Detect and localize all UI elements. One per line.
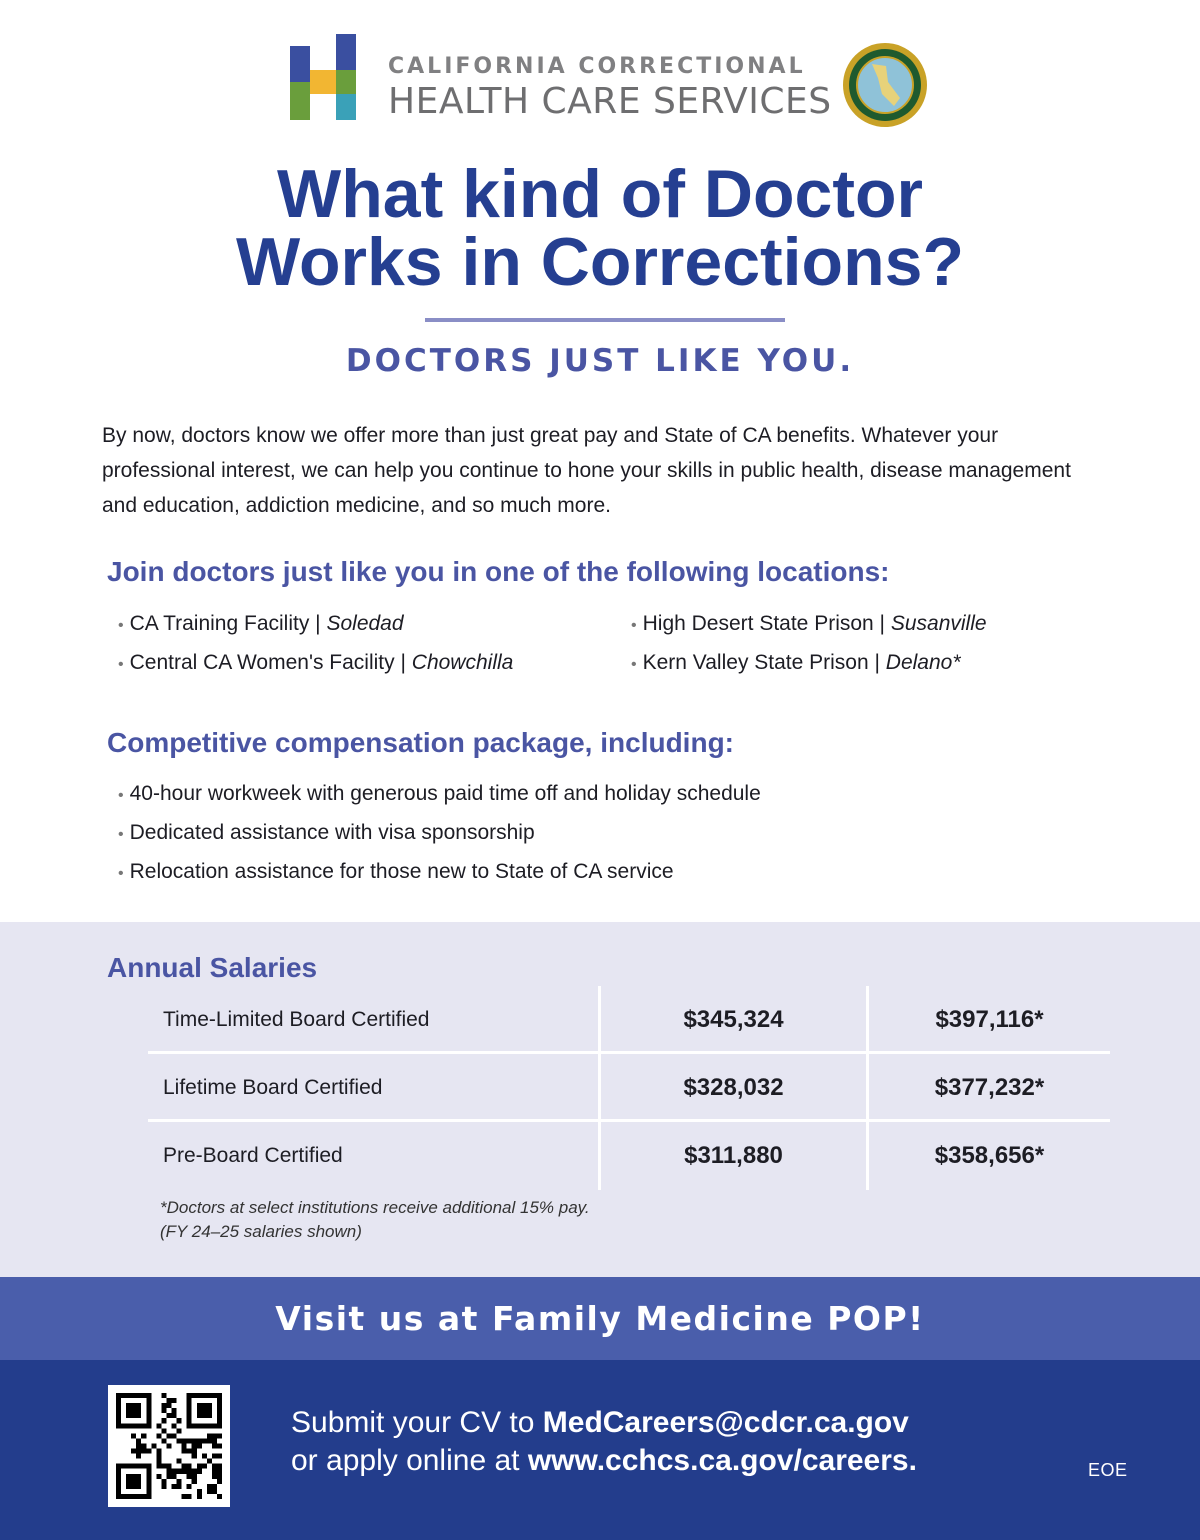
table-row	[148, 1054, 1110, 1122]
org-name	[388, 54, 832, 122]
salary-label: Time-Limited Board Certified	[163, 1008, 430, 1031]
locations-title: Join doctors just like you in one of the following locations:	[107, 556, 890, 587]
bullet-icon: •	[118, 617, 124, 634]
salary-base: $311,880	[598, 1122, 866, 1190]
salary-section	[0, 922, 1200, 1277]
footer	[0, 1360, 1200, 1540]
bullet-icon: •	[118, 865, 124, 882]
salary-base: $345,324	[598, 986, 866, 1054]
bullet-icon: •	[631, 656, 637, 673]
salary-footnote: *Doctors at select institutions receive additional 15% pay. (FY 24–25 salaries shown)	[160, 1198, 590, 1241]
benefit-item: • 40-hour workweek with generous paid time off and holiday schedule	[118, 782, 761, 805]
eoe-label: EOE	[1088, 1460, 1128, 1480]
careers-link[interactable]: www.cchcs.ca.gov/careers.	[527, 1444, 917, 1477]
headline-line1: What kind of Doctor	[277, 156, 923, 232]
subheadline: DOCTORS JUST LIKE YOU.	[345, 343, 855, 379]
table-row	[148, 986, 1110, 1054]
location-item: • High Desert State Prison | Susanville	[631, 612, 987, 635]
compensation-title: Competitive compensation package, including:	[107, 727, 734, 758]
bullet-icon: •	[118, 787, 124, 804]
salary-plus: $377,232*	[866, 1054, 1110, 1122]
bullet-icon: •	[631, 617, 637, 634]
header	[0, 32, 1200, 132]
salary-base: $328,032	[598, 1054, 866, 1122]
table-row	[148, 1122, 1110, 1190]
benefit-item: • Relocation assistance for those new to State of CA service	[118, 860, 674, 883]
salary-plus: $358,656*	[866, 1122, 1110, 1190]
salary-table	[148, 986, 1110, 1190]
visit-banner: Visit us at Family Medicine POP!	[0, 1277, 1200, 1360]
salary-label: Lifetime Board Certified	[163, 1076, 383, 1099]
locations-list	[118, 606, 1078, 696]
call-to-action	[291, 1404, 917, 1480]
cta-line1: Submit your CV to MedCareers@cdcr.ca.gov	[291, 1406, 909, 1439]
org-name-line1: CALIFORNIA CORRECTIONAL	[388, 54, 806, 79]
location-item: • CA Training Facility | Soledad	[118, 612, 404, 635]
intro-paragraph: By now, doctors know we offer more than just great pay and State of CA benefits. Whatever your professional interest, we can help you continue to hone your skills in public health, disease management and education, addiction medicine, and so much more.	[102, 424, 1071, 517]
headline-line2: Works in Corrections?	[236, 224, 964, 300]
email-link[interactable]: MedCareers@cdcr.ca.gov	[542, 1406, 909, 1439]
bullet-icon: •	[118, 656, 124, 673]
salary-label: Pre-Board Certified	[163, 1144, 343, 1167]
qr-code-icon[interactable]	[108, 1385, 230, 1507]
org-name-line2: HEALTH CARE SERVICES	[388, 81, 832, 122]
salary-title: Annual Salaries	[107, 952, 318, 983]
headline	[0, 156, 1200, 300]
cta-line2: or apply online at www.cchcs.ca.gov/careers.	[291, 1444, 917, 1477]
bullet-icon: •	[118, 826, 124, 843]
compensation-list	[118, 775, 761, 892]
cchcs-logo-icon	[290, 34, 356, 120]
benefit-item: • Dedicated assistance with visa sponsorship	[118, 821, 535, 844]
headline-divider	[425, 318, 785, 322]
salary-plus: $397,116*	[866, 986, 1110, 1054]
location-item: • Kern Valley State Prison | Delano*	[631, 651, 961, 674]
location-item: • Central CA Women's Facility | Chowchilla	[118, 651, 514, 674]
state-seal-icon	[842, 42, 928, 128]
